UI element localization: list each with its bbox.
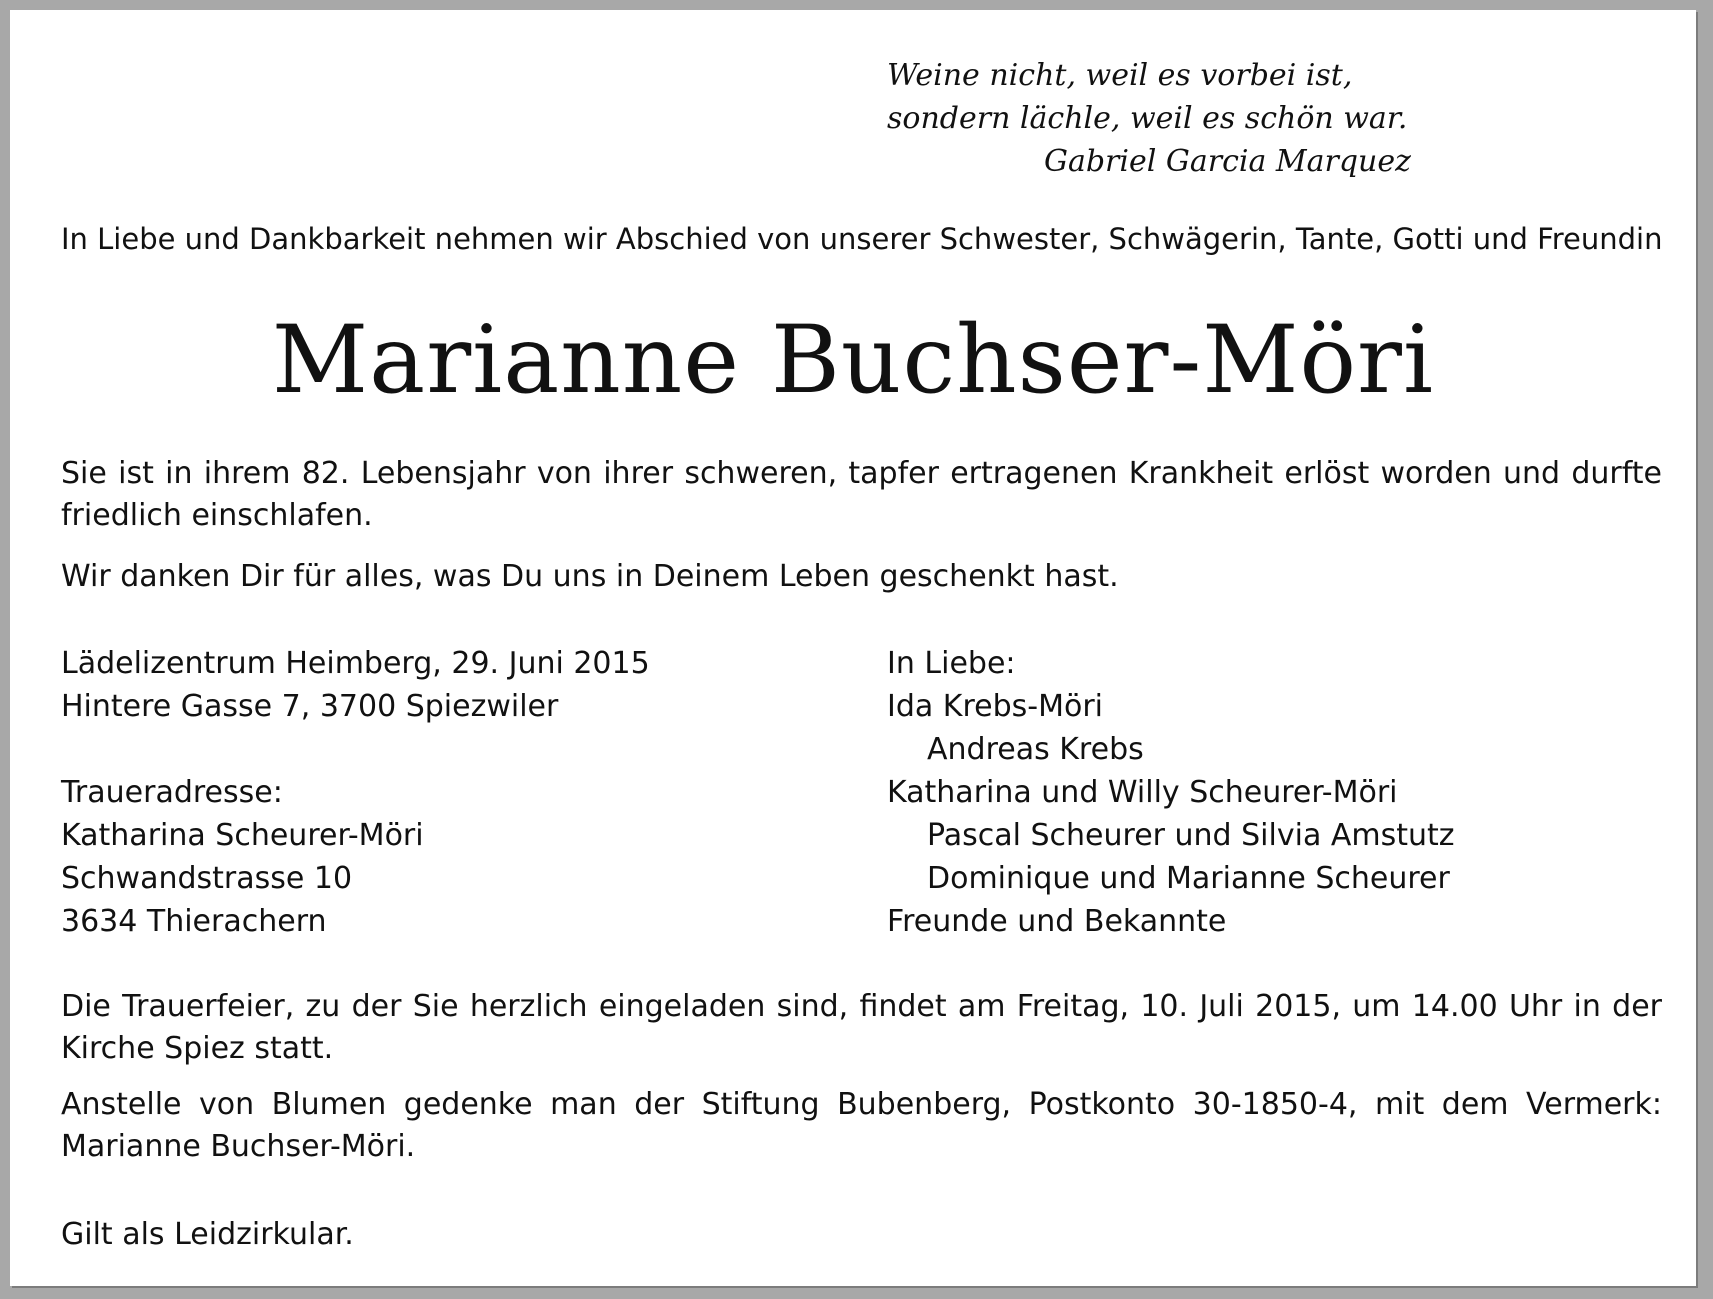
donation-notice: Anstelle von Blumen gedenke man der Stiftung Bubenberg, Postkonto 30-1850-4, mit dem Vermerk: Marianne Buchser-Möri. — [61, 1087, 1662, 1164]
intro-text: In Liebe und Dankbarkeit nehmen wir Abschied von unserer Schwester, Schwägerin, Tante, Gotti und Freundin — [61, 222, 1663, 256]
paragraph-passing: Sie ist in ihrem 82. Lebensjahr von ihrer schweren, tapfer ertragenen Krankheit erlöst worden und durfte friedlich einschlafen. — [61, 456, 1662, 533]
home-address: Hintere Gasse 7, 3700 Spiezwiler — [61, 689, 559, 724]
obituary-card — [10, 10, 1696, 1286]
place-date: Lädelizentrum Heimberg, 29. Juni 2015 — [61, 646, 650, 681]
mourning-address-name: Katharina Scheurer-Möri — [61, 818, 424, 853]
mourning-address-city: 3634 Thierachern — [61, 904, 327, 939]
closing-note: Gilt als Leidzirkular. — [61, 1217, 354, 1252]
deceased-name: Marianne Buchser-Möri — [271, 306, 1435, 415]
mourner-item: Freunde und Bekannte — [887, 904, 1227, 939]
mourner-item: Pascal Scheurer und Silvia Amstutz — [927, 818, 1455, 853]
quote-line-1: Weine nicht, weil es vorbei ist, — [887, 58, 1353, 93]
ceremony-notice: Die Trauerfeier, zu der Sie herzlich eingeladen sind, findet am Freitag, 10. Juli 2015, um 14.00 Uhr in der Kirche Spiez statt. — [61, 989, 1662, 1066]
mourner-item: Andreas Krebs — [927, 732, 1144, 767]
mourner-item: Katharina und Willy Scheurer-Möri — [887, 775, 1398, 810]
mourner-item: Ida Krebs-Möri — [887, 689, 1104, 724]
quote-line-2: sondern lächle, weil es schön war. — [887, 101, 1408, 136]
paragraph-thanks: Wir danken Dir für alles, was Du uns in Deinem Leben geschenkt hast. — [61, 559, 1119, 594]
mourner-item: Dominique und Marianne Scheurer — [927, 861, 1450, 896]
mourning-address-street: Schwandstrasse 10 — [61, 861, 353, 896]
mourners-heading: In Liebe: — [887, 646, 1016, 681]
quote-author: Gabriel Garcia Marquez — [1044, 144, 1411, 179]
mourning-address-label: Traueradresse: — [61, 775, 283, 810]
